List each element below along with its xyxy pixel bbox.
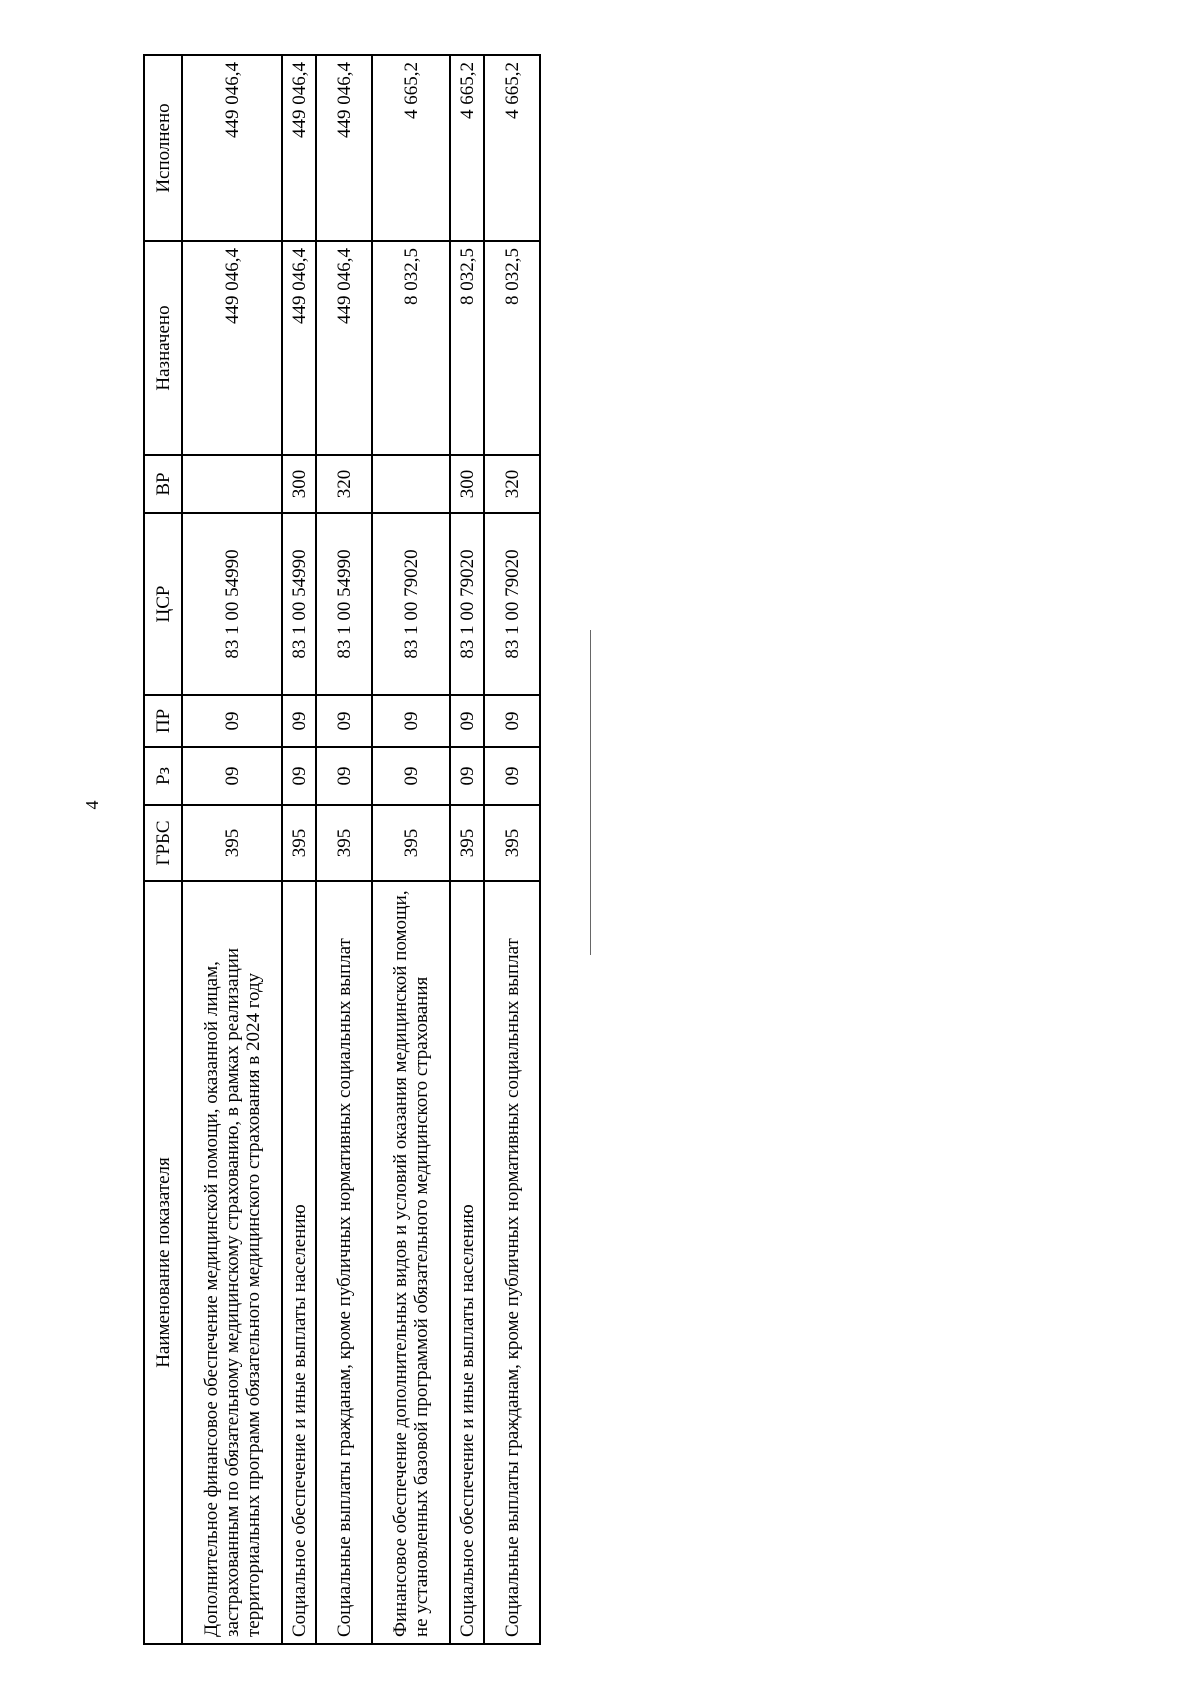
row-pr: 09 [372,695,450,747]
row-executed: 4 665,2 [484,55,540,241]
row-pr: 09 [316,695,372,747]
row-grbs: 395 [282,805,316,881]
row-executed: 4 665,2 [372,55,450,241]
row-pr: 09 [182,695,282,747]
row-name: Социальное обеспечение и иные выплаты населению [450,881,484,1644]
row-vr: 320 [484,455,540,513]
row-name: Социальные выплаты гражданам, кроме публичных нормативных социальных выплат [484,881,540,1644]
row-rz: 09 [282,747,316,805]
row-name: Финансовое обеспечение дополнительных видов и условий оказания медицинской помощи, не установленных базовой программой обязательного медицинского страхования [372,881,450,1644]
row-assigned: 8 032,5 [450,241,484,455]
row-name: Дополнительное финансовое обеспечение медицинской помощи, оказанной лицам, застрахованным по обязательному медицинскому страхованию, в рамках реализации территориальных программ обязательного медицинского страхования в 2024 году [182,881,282,1644]
header-csr: ЦСР [144,513,182,695]
end-divider-line [590,630,591,955]
row-pr: 09 [282,695,316,747]
row-rz: 09 [182,747,282,805]
table-row [450,55,484,1644]
row-name: Социальные выплаты гражданам, кроме публичных нормативных социальных выплат [316,881,372,1644]
row-csr: 83 1 00 79020 [450,513,484,695]
header-grbs: ГРБС [144,805,182,881]
table-row [182,55,282,1644]
table-header-row [144,55,182,1644]
page-number: 4 [82,800,102,810]
row-csr: 83 1 00 54990 [182,513,282,695]
row-name: Социальное обеспечение и иные выплаты населению [282,881,316,1644]
table-row [282,55,316,1644]
header-rz: Рз [144,747,182,805]
row-rz: 09 [484,747,540,805]
row-rz: 09 [450,747,484,805]
row-vr: 320 [316,455,372,513]
row-grbs: 395 [450,805,484,881]
row-pr: 09 [484,695,540,747]
budget-execution-table [143,54,541,1645]
row-csr: 83 1 00 79020 [372,513,450,695]
header-assigned: Назначено [144,241,182,455]
row-grbs: 395 [316,805,372,881]
table-row [316,55,372,1644]
row-assigned: 8 032,5 [484,241,540,455]
row-assigned: 8 032,5 [372,241,450,455]
row-vr: 300 [450,455,484,513]
row-executed: 449 046,4 [182,55,282,241]
row-executed: 449 046,4 [282,55,316,241]
row-grbs: 395 [484,805,540,881]
row-vr [372,455,450,513]
table-row [484,55,540,1644]
row-csr: 83 1 00 79020 [484,513,540,695]
row-vr: 300 [282,455,316,513]
header-pr: ПР [144,695,182,747]
table-row [372,55,450,1644]
row-grbs: 395 [372,805,450,881]
header-name: Наименование показателя [144,881,182,1644]
header-vr: ВР [144,455,182,513]
row-vr [182,455,282,513]
row-assigned: 449 046,4 [316,241,372,455]
row-pr: 09 [450,695,484,747]
row-rz: 09 [372,747,450,805]
row-assigned: 449 046,4 [182,241,282,455]
row-grbs: 395 [182,805,282,881]
row-rz: 09 [316,747,372,805]
header-executed: Исполнено [144,55,182,241]
row-executed: 449 046,4 [316,55,372,241]
row-csr: 83 1 00 54990 [316,513,372,695]
row-executed: 4 665,2 [450,55,484,241]
row-csr: 83 1 00 54990 [282,513,316,695]
row-assigned: 449 046,4 [282,241,316,455]
